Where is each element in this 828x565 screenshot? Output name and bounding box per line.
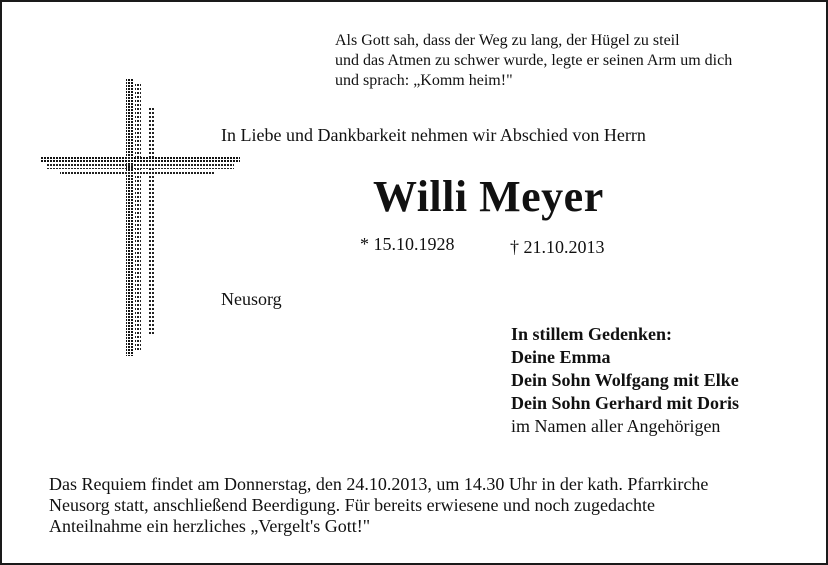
mourners-block	[511, 323, 739, 438]
quote-line: und sprach: „Komm heim!"	[335, 72, 513, 89]
mourner-name: Deine Emma	[511, 347, 611, 367]
requiem-line: Anteilnahme ein herzliches „Vergelt's Gott!"	[49, 516, 371, 536]
mourner-name: Dein Sohn Gerhard mit Doris	[511, 393, 740, 413]
mourners-closing: im Namen aller Angehörigen	[511, 416, 721, 436]
intro-text: In Liebe und Dankbarkeit nehmen wir Abschied von Herrn	[221, 125, 646, 145]
requiem-line: Das Requiem findet am Donnerstag, den 24.10.2013, um 14.30 Uhr in der kath. Pfarrkirche	[49, 474, 709, 494]
dotted-cross-icon	[38, 76, 243, 361]
mourners-heading: In stillem Gedenken:	[511, 324, 673, 344]
requiem-line: Neusorg statt, anschließend Beerdigung. Für bereits erwiesene und noch zugedachte	[49, 495, 655, 515]
residence-place: Neusorg	[221, 289, 282, 309]
death-date: † 21.10.2013	[510, 237, 605, 257]
quote-line: und das Atmen zu schwer wurde, legte er seinen Arm um dich	[335, 52, 733, 69]
requiem-notice	[49, 474, 708, 537]
quote-line: Als Gott sah, dass der Weg zu lang, der Hügel zu steil	[335, 32, 680, 49]
deceased-name: Willi Meyer	[373, 172, 604, 221]
mourner-name: Dein Sohn Wolfgang mit Elke	[511, 370, 739, 390]
farewell-quote	[335, 31, 732, 91]
birth-date: * 15.10.1928	[360, 234, 455, 254]
